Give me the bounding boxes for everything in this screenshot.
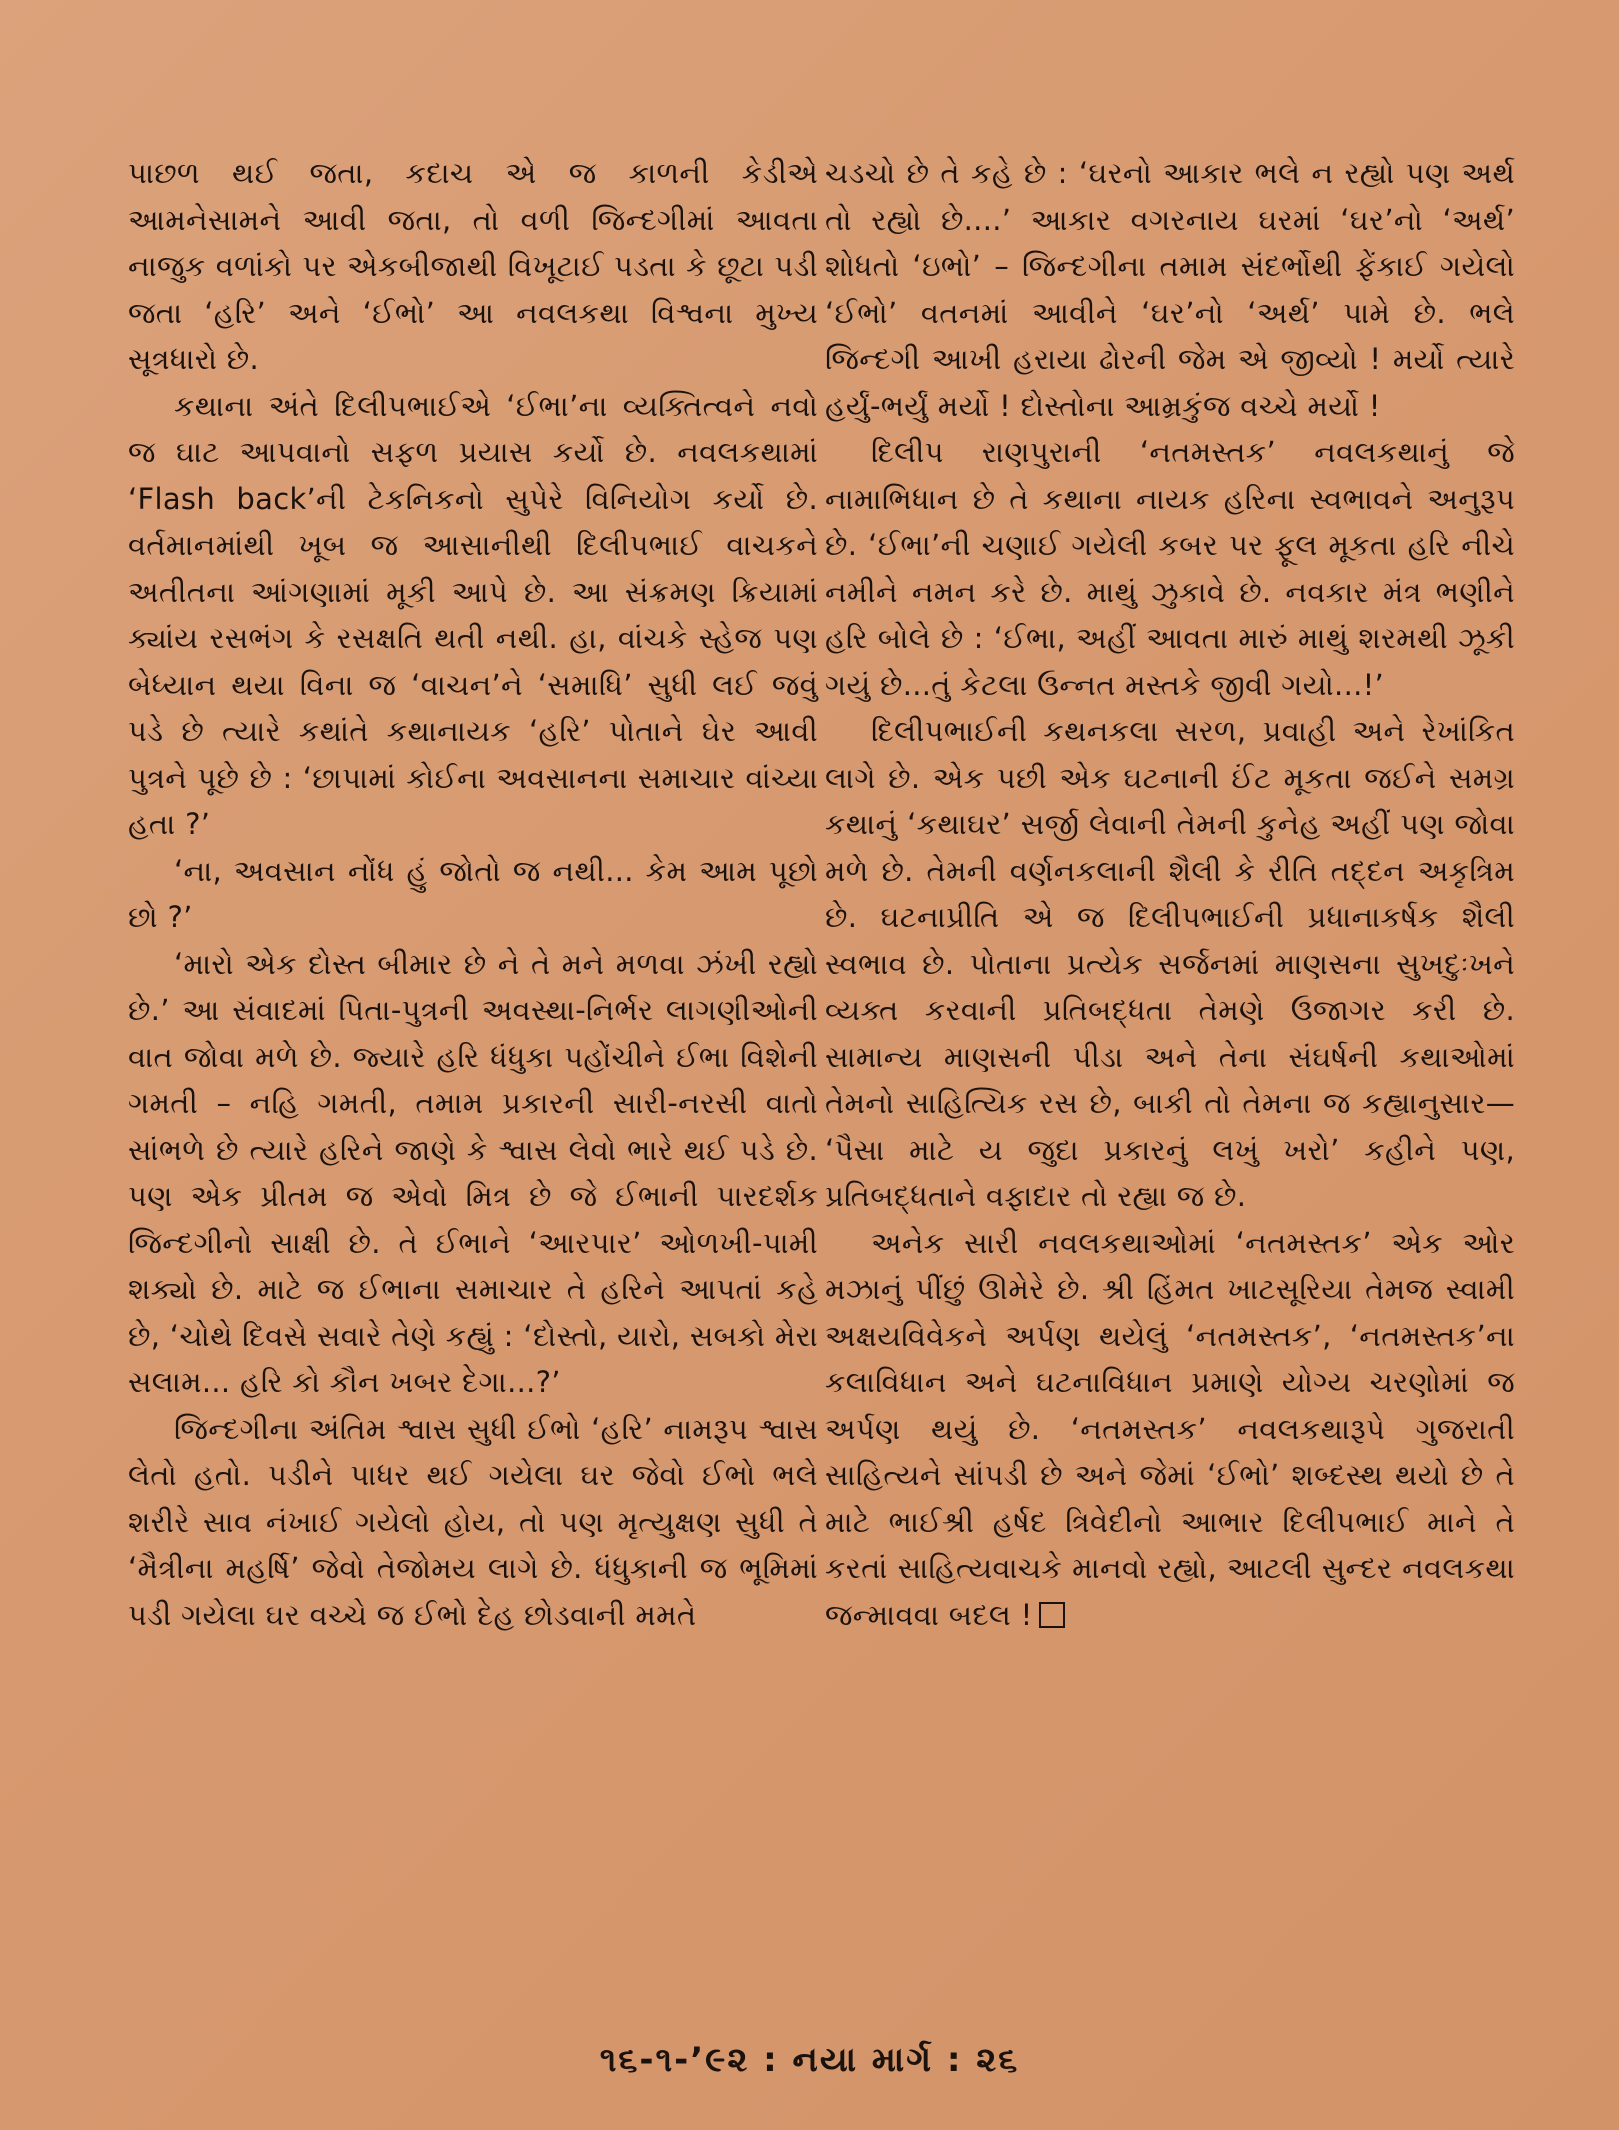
paragraph: પાછળ થઈ જતા, કદાચ એ જ કાળની કેડીએ આમનેસામને આવી જતા, તો વળી જિન્દગીમાં આવતા નાજુક વળાંકો પર એકબીજાથી વિખૂટાઈ પડતા કે છૂટા પડી જતા ‘હરિ’ અને ‘ઈભો’ આ નવલકથા વિશ્વના મુખ્ય સૂત્રધારો છે. bbox=[128, 156, 818, 376]
paragraph: ‘મારો એક દોસ્ત બીમાર છે ને તે મને મળવા ઝંખી રહ્યો છે.’ આ સંવાદમાં પિતા-પુત્રની અવસ્થા-નિર્ભર લાગણીઓની વાત જોવા મળે છે. જ્યારે હરિ ધંધુકા પહોંચીને ઈભા વિશેની ગમતી – નહિ ગમતી, તમામ પ્રકારની સારી-નરસી વાતો સાંભળે છે ત્યારે હરિને જાણે કે શ્વાસ લેવો ભારે થઈ પડે છે. પણ એક પ્રીતમ જ એવો મિત્ર છે જે ઈભાની પારદર્શક જિન્દગીનો સાક્ષી છે. તે ઈભાને ‘આરપાર’ ઓળખી-પામી શક્યો છે. માટે જ ઈભાના સમાચાર તે હરિને આપતાં કહે છે, ‘ચોથે દિવસે સવારે તેણે કહ્યું : ‘દોસ્તો, યારો, સબકો મેરા સલામ... હરિ કો કૌન ખબર દેગા...?’ bbox=[128, 946, 818, 1399]
left-column bbox=[128, 150, 818, 1638]
paragraph-text: અનેક સારી નવલકથાઓમાં ‘નતમસ્તક’ એક ઓર મઝાનું પીંછું ઊમેરે છે. શ્રી હિંમત ખાટસૂરિયા તેમજ સ્વામી અક્ષયવિવેકને અર્પણ થયેલું ‘નતમસ્તક’, ‘નતમસ્તક’ના કલાવિધાન અને ઘટનાવિધાન પ્રમાણે યોગ્ય ચરણોમાં જ અર્પણ થયું છે. ‘નતમસ્તક’ નવલકથારૂપે ગુજરાતી સાહિત્યને સાંપડી છે અને જેમાં ‘ઈભો’ શબ્દસ્થ થયો છે તે માટે ભાઈશ્રી હર્ષદ ત્રિવેદીનો આભાર દિલીપભાઈ માને તે કરતાં સાહિત્યવાચકે માનવો રહ્યો, આટલી સુન્દર નવલકથા જન્માવવા બદલ ! bbox=[825, 1225, 1515, 1632]
page-footer: ૧૬-૧-’૯૨ : નયા માર્ગ : ૨૬ bbox=[599, 2040, 1020, 2080]
paragraph: જિન્દગીના અંતિમ શ્વાસ સુધી ઈભો ‘હરિ’ નામરૂપ શ્વાસ લેતો હતો. પડીને પાધર થઈ ગયેલા ઘર જેવો ઈભો ભલે શરીરે સાવ નંખાઈ ગયેલો હોય, તો પણ મૃત્યુક્ષણ સુધી તે ‘મૈત્રીના મહર્ષિ’ જેવો તેજોમય લાગે છે. ધંધુકાની જ ભૂમિમાં પડી ગયેલા ઘર વચ્ચે જ ઈભો દેહ છોડવાની મમતે bbox=[128, 1411, 818, 1632]
last-paragraph bbox=[825, 1220, 1515, 1639]
paragraph: દિલીપભાઈની કથનકલા સરળ, પ્રવાહી અને રેખાંકિત લાગે છે. એક પછી એક ઘટનાની ઈંટ મૂકતા જઈને સમગ્ર કથાનું ‘કથાઘર’ સર્જી લેવાની તેમની કુનેહ અહીં પણ જોવા મળે છે. તેમની વર્ણનકલાની શૈલી કે રીતિ તદ્દન અકૃત્રિમ છે. ઘટનાપ્રીતિ એ જ દિલીપભાઈની પ્રધાનાકર્ષક શૈલી સ્વભાવ છે. પોતાના પ્રત્યેક સર્જનમાં માણસના સુખદુઃખને વ્યક્ત કરવાની પ્રતિબદ્ધતા તેમણે ઉજાગર કરી છે. સામાન્ય માણસની પીડા અને તેના સંઘર્ષની કથાઓમાં તેમનો સાહિત્યિક રસ છે, બાકી તો તેમના જ કહ્યાનુસાર— ‘પૈસા માટે ય જુદા પ્રકારનું લખું ખરો’ કહીને પણ, પ્રતિબદ્ધતાને વફાદાર તો રહ્યા જ છે. bbox=[825, 714, 1515, 1213]
paragraph: ચડચો છે તે કહે છે : ‘ઘરનો આકાર ભલે ન રહ્યો પણ અર્થ તો રહ્યો છે....’ આકાર વગરનાય ઘરમાં ‘ઘર’નો ‘અર્થ’ શોધતો ‘ઇભો’ – જિન્દગીના તમામ સંદર્ભોથી ફેંકાઈ ગયેલો ‘ઈભો’ વતનમાં આવીને ‘ઘર’નો ‘અર્થ’ પામે છે. ભલે જિન્દગી આખી હરાયા ઢોરની જેમ એ જીવ્યો ! મર્યો ત્યારે હર્યું-ભર્યું મર્યો ! દોસ્તોના આમ્રકુંજ વચ્ચે મર્યો ! bbox=[825, 156, 1515, 423]
paragraph: ‘ના, અવસાન નોંધ હું જોતો જ નથી... કેમ આમ પૂછો છો ?’ bbox=[128, 853, 818, 934]
paragraph: કથાના અંતે દિલીપભાઈએ ‘ઈભા’ના વ્યક્તિત્વને નવો જ ઘાટ આપવાનો સફળ પ્રયાસ કર્યો છે. નવલકથામાં ‘Flash back’ની ટેકનિકનો સુપેરે વિનિયોગ કર્યો છે. વર્તમાનમાંથી ખૂબ જ આસાનીથી દિલીપભાઈ વાચકને અતીતના આંગણામાં મૂકી આપે છે. આ સંક્રમણ ક્રિયામાં ક્યાંય રસભંગ કે રસક્ષતિ થતી નથી. હા, વાંચકે સ્હેજ પણ બેધ્યાન થયા વિના જ ‘વાચન’ને ‘સમાધિ’ સુધી લઈ જવું પડે છે ત્યારે કથાંતે કથાનાયક ‘હરિ’ પોતાને ઘેર આવી પુત્રને પૂછે છે : ‘છાપામાં કોઈના અવસાનના સમાચાર વાંચ્યા હતા ?’ bbox=[128, 388, 818, 841]
right-column bbox=[825, 150, 1515, 1638]
paragraph: દિલીપ રાણપુરાની ‘નતમસ્તક’ નવલકથાનું જે નામાભિધાન છે તે કથાના નાયક હરિના સ્વભાવને અનુરૂપ છે. ‘ઈભા’ની ચણાઈ ગયેલી કબર પર ફૂલ મૂકતા હરિ નીચે નમીને નમન કરે છે. માથું ઝુકાવે છે. નવકાર મંત્ર ભણીને હરિ બોલે છે : ‘ઈભા, અહીં આવતા મારું માથું શરમથી ઝૂકી ગયું છે...તું કેટલા ઉન્નત મસ્તકે જીવી ગયો...!’ bbox=[825, 435, 1515, 702]
end-of-article-mark bbox=[1039, 1602, 1065, 1628]
